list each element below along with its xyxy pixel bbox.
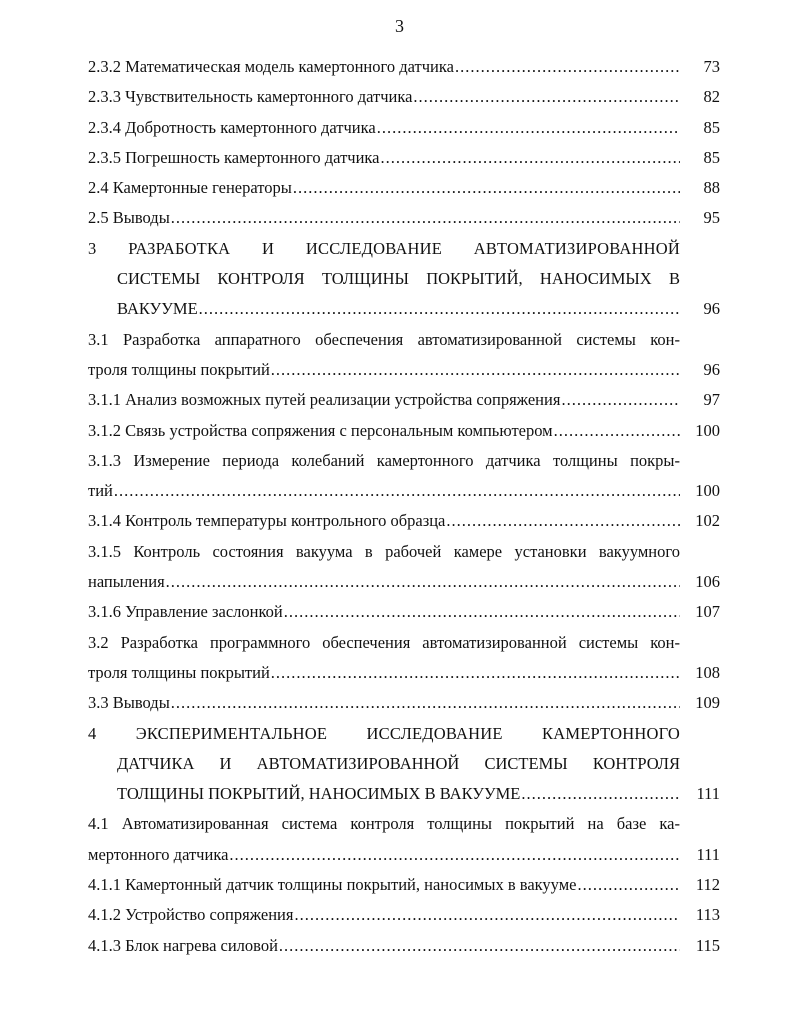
toc-chapter-4[interactable]: [88, 719, 720, 810]
toc-entry-title: 2.3.3 Чувствительность камертонного датчика: [88, 87, 413, 107]
toc-entry-2-3-3[interactable]: [88, 82, 720, 112]
toc-entry-title: 2.3.2 Математическая модель камертонного датчика: [88, 57, 454, 76]
toc-entry-title: 4.1.2 Устройство сопряжения: [88, 905, 294, 925]
dot-leader: [521, 779, 680, 809]
toc-entry-3-1-1[interactable]: [88, 385, 720, 415]
page-number: 3: [395, 16, 404, 36]
toc-entry-page: 109: [695, 693, 720, 713]
toc-entry-page: 82: [703, 87, 720, 107]
toc-entry-page: 100: [695, 420, 720, 440]
chapter-heading-line: [88, 719, 680, 749]
toc-entry-title-last-line: [88, 476, 720, 506]
toc-entry-title: 3.1.4 Контроль температуры контрольного образца: [88, 511, 446, 531]
toc-entry-title: троля толщины покрытий: [88, 662, 270, 682]
toc-entry-3-1-6[interactable]: [88, 597, 720, 627]
toc-entry-3-1[interactable]: [88, 325, 720, 386]
toc-entry-page: 111: [696, 844, 720, 864]
dot-leader: [294, 900, 680, 930]
toc-entry-title: 2.5 Выводы: [88, 208, 170, 228]
toc-entry-page: 108: [695, 662, 720, 682]
dot-leader: [284, 597, 680, 627]
toc-entry-title: напыления: [88, 572, 165, 592]
toc-entry-3-1-4[interactable]: [88, 506, 720, 536]
toc-entry-3-2[interactable]: [88, 628, 720, 689]
toc-entry-page: 111: [696, 784, 720, 804]
table-of-contents: [88, 52, 720, 961]
dot-leader: [171, 688, 680, 718]
toc-entry-2-3-4[interactable]: [88, 113, 720, 143]
toc-entry-title: 2.3.4 Добротность камертонного датчика: [88, 117, 376, 137]
dot-leader: [554, 416, 680, 446]
toc-entry-page: 85: [703, 147, 720, 167]
chapter-word: ИССЛЕДОВАНИЕ: [366, 723, 503, 743]
toc-entry-title: 4.1.1 Камертонный датчик толщины покрытий, наносимых в вакууме: [88, 875, 577, 895]
toc-entry-page: 112: [695, 875, 720, 895]
toc-entry-page: 88: [703, 178, 720, 198]
dot-leader: [199, 294, 680, 324]
toc-entry-title-line: 3.2 Разработка программного обеспечения автоматизированной системы кон-: [88, 632, 680, 652]
dot-leader: [446, 506, 680, 536]
chapter-word: КАМЕРТОННОГО: [542, 723, 681, 743]
dot-leader: [577, 870, 680, 900]
toc-entry-page: 100: [695, 481, 720, 501]
chapter-number: 3: [88, 238, 97, 258]
toc-entry-title: 4.1.3 Блок нагрева силовой: [88, 935, 278, 955]
dot-leader: [455, 52, 680, 82]
toc-entry-title: ТОЛЩИНЫ ПОКРЫТИЙ, НАНОСИМЫХ В ВАКУУМЕ: [117, 784, 521, 804]
chapter-heading-line: СИСТЕМЫ КОНТРОЛЯ ТОЛЩИНЫ ПОКРЫТИЙ, НАНОСИМЫХ В: [117, 269, 680, 289]
toc-entry-2-3-5[interactable]: [88, 143, 720, 173]
toc-entry-page: 106: [695, 572, 720, 592]
dot-leader: [271, 658, 680, 688]
toc-entry-3-1-2[interactable]: [88, 416, 720, 446]
toc-entry-page: 102: [695, 511, 720, 531]
dot-leader: [171, 203, 680, 233]
toc-entry-title-line: 3.1.5 Контроль состояния вакуума в рабочей камере установки вакуумного: [88, 541, 680, 561]
toc-entry-page: 115: [695, 935, 720, 955]
chapter-heading-last-line: [88, 779, 720, 809]
dot-leader: [114, 476, 680, 506]
toc-entry-3-3[interactable]: [88, 688, 720, 718]
toc-entry-3-1-5[interactable]: [88, 537, 720, 598]
toc-entry-title: троля толщины покрытий: [88, 359, 270, 379]
chapter-word: ИССЛЕДОВАНИЕ: [305, 238, 443, 258]
toc-entry-page: 113: [695, 905, 720, 925]
toc-entry-title-line: 3.1 Разработка аппаратного обеспечения автоматизированной системы кон-: [88, 329, 680, 349]
chapter-word: ЭКСПЕРИМЕНТАЛЬНОЕ: [135, 723, 328, 743]
toc-entry-title: тий: [88, 481, 113, 501]
toc-entry-title: ВАКУУМЕ: [117, 299, 198, 319]
dot-leader: [381, 143, 680, 173]
toc-entry-4-1-3[interactable]: [88, 931, 720, 961]
chapter-heading-line: [88, 234, 680, 264]
toc-entry-3-1-3[interactable]: [88, 446, 720, 507]
toc-entry-title: 3.1.6 Управление заслонкой: [88, 602, 283, 622]
toc-entry-title-last-line: [88, 567, 720, 597]
toc-entry-title: мертонного датчика: [88, 844, 229, 864]
dot-leader: [293, 173, 680, 203]
toc-entry-page: 95: [703, 208, 720, 228]
toc-entry-title: 3.1.2 Связь устройства сопряжения с персональным компьютером: [88, 420, 553, 440]
toc-entry-page: 96: [703, 359, 720, 379]
toc-entry-4-1[interactable]: [88, 809, 720, 870]
toc-entry-title-last-line: [88, 355, 720, 385]
chapter-heading-line: ДАТЧИКА И АВТОМАТИЗИРОВАННОЙ СИСТЕМЫ КОНТРОЛЯ: [117, 753, 680, 773]
toc-entry-2-3-2[interactable]: [88, 52, 720, 82]
toc-entry-title-line: 3.1.3 Измерение периода колебаний камертонного датчика толщины покры-: [88, 450, 680, 470]
chapter-word: И: [262, 238, 275, 258]
toc-entry-page: 85: [703, 117, 720, 137]
dot-leader: [413, 82, 680, 112]
chapter-word: РАЗРАБОТКА: [128, 238, 231, 258]
toc-entry-2-5[interactable]: [88, 203, 720, 233]
toc-entry-title: 2.3.5 Погрешность камертонного датчика: [88, 147, 380, 167]
toc-entry-page: 73: [703, 57, 720, 76]
toc-entry-page: 97: [703, 390, 720, 410]
toc-entry-4-1-2[interactable]: [88, 900, 720, 930]
dot-leader: [377, 113, 680, 143]
dot-leader: [229, 840, 680, 870]
toc-entry-title: 3.3 Выводы: [88, 693, 170, 713]
toc-entry-4-1-1[interactable]: [88, 870, 720, 900]
toc-entry-title-last-line: [88, 840, 720, 870]
dot-leader: [271, 355, 680, 385]
toc-entry-title: 2.4 Камертонные генераторы: [88, 178, 292, 198]
dot-leader: [561, 385, 680, 415]
dot-leader: [279, 931, 680, 961]
toc-entry-page: 107: [695, 602, 720, 622]
toc-entry-2-4[interactable]: [88, 173, 720, 203]
toc-entry-title-line: 4.1 Автоматизированная система контроля толщины покрытий на базе ка-: [88, 814, 680, 834]
toc-entry-page: 96: [703, 299, 720, 319]
chapter-heading-last-line: [88, 294, 720, 324]
chapter-word: АВТОМАТИЗИРОВАННОЙ: [473, 238, 681, 258]
chapter-number: 4: [88, 723, 97, 743]
toc-entry-title-last-line: [88, 658, 720, 688]
dot-leader: [166, 567, 680, 597]
toc-entry-title: 3.1.1 Анализ возможных путей реализации устройства сопряжения: [88, 390, 561, 410]
toc-chapter-3[interactable]: [88, 234, 720, 325]
